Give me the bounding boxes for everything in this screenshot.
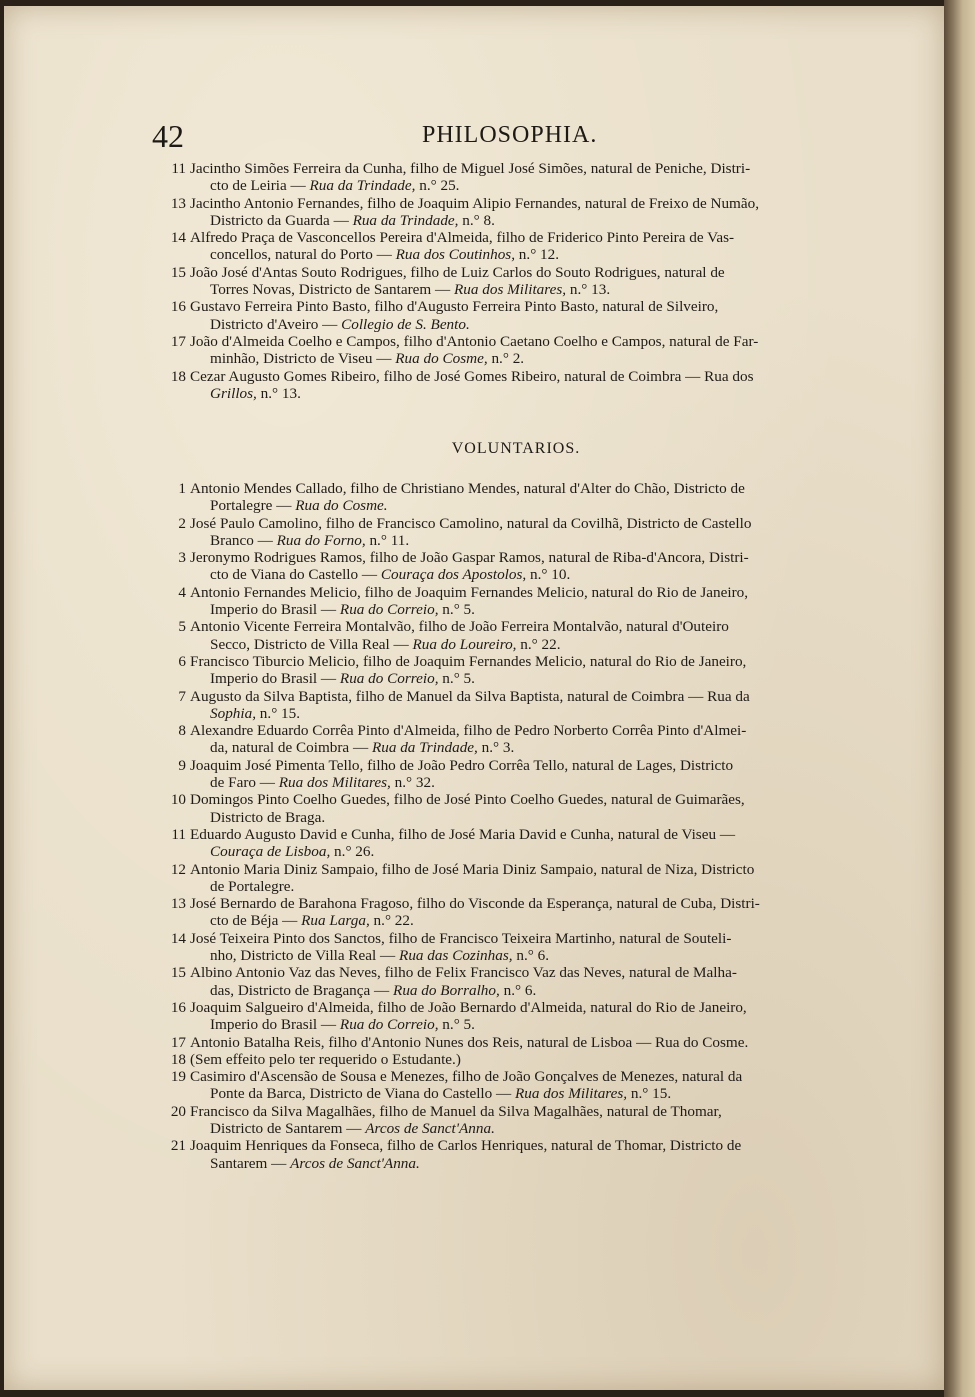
entry-address: Rua do Borralho,: [393, 981, 500, 999]
entry-line-1: João José d'Antas Souto Rodrigues, filho de Luiz Carlos do Souto Rodrigues, natural de: [190, 263, 725, 281]
entry-line-2: [190, 281, 872, 298]
list-entry: [160, 722, 872, 757]
entry-house-number: n.° 13.: [566, 281, 611, 299]
entry-address: Rua Larga,: [301, 912, 370, 930]
entry-line-2: [190, 177, 872, 194]
entry-address: Rua do Cosme.: [295, 497, 388, 515]
entry-address: Rua do Cosme,: [395, 350, 488, 368]
entry-address: Grillos,: [210, 384, 257, 402]
entry-number: 18: [170, 1050, 186, 1068]
entry-number: 10: [170, 791, 186, 809]
list-entry: [160, 298, 872, 333]
page-number: 42: [152, 118, 184, 154]
entry-number: 9: [178, 756, 186, 774]
entry-number: 3: [178, 549, 186, 567]
entry-line-2: [190, 739, 872, 756]
entry-line-2: [190, 566, 872, 583]
entry-house-number: n.° 11.: [365, 531, 410, 549]
entry-house-number: n.° 12.: [515, 246, 560, 264]
entry-address: Rua dos Coutinhos,: [395, 246, 515, 264]
entry-line-1: Alexandre Eduardo Corrêa Pinto d'Almeida, filho de Pedro Norberto Corrêa Pinto d'Almei-: [190, 722, 747, 740]
entry-line-2-text: Santarem —: [210, 1154, 291, 1172]
list-entry: [160, 480, 872, 515]
entry-line-2-text: Branco —: [210, 531, 277, 549]
entry-line-2-text: Imperio do Brasil —: [210, 601, 340, 619]
entry-house-number: n.° 32.: [390, 774, 435, 792]
entry-line-2-text: Districto d'Aveiro —: [210, 315, 342, 333]
list-entry: [160, 368, 872, 403]
entry-line-2: [190, 497, 872, 514]
entry-number: 21: [170, 1137, 186, 1155]
entry-line-2: [190, 1120, 872, 1137]
entry-line-2-text: cto de Viana do Castello —: [210, 566, 381, 584]
entry-line-2: [190, 385, 872, 402]
entry-address: Rua do Forno,: [276, 531, 366, 549]
entry-line-1: Jacintho Antonio Fernandes, filho de Joaquim Alipio Fernandes, natural de Freixo de Numão,: [190, 194, 760, 212]
entry-number: 16: [170, 298, 186, 316]
entry-line-2-text: Ponte da Barca, Districto de Viana do Castello —: [210, 1085, 516, 1103]
entry-house-number: n.° 22.: [516, 635, 561, 653]
entry-house-number: n.° 5.: [438, 601, 475, 619]
entry-line-1: José Bernardo de Barahona Fragoso, filho do Visconde da Esperança, natural de Cuba, Distri-: [190, 895, 760, 913]
entry-line-1: Alfredo Praça de Vasconcellos Pereira d'Almeida, filho de Friderico Pinto Pereira de Vas-: [190, 229, 735, 247]
list-entry: [160, 618, 872, 653]
entry-line-1: Joaquim Henriques da Fonseca, filho de Carlos Henriques, natural de Thomar, Districto de: [190, 1137, 742, 1155]
list-entry: [160, 688, 872, 723]
list-entry: [160, 999, 872, 1034]
entry-house-number: n.° 6.: [512, 947, 549, 965]
entry-line-1: José Paulo Camolino, filho de Francisco Camolino, natural da Covilhã, Districto de Castello: [190, 514, 752, 532]
entry-house-number: n.° 22.: [369, 912, 414, 930]
list-entry: [160, 964, 872, 999]
entry-line-2: [190, 878, 872, 895]
entry-number: 11: [171, 160, 186, 177]
list-entry: [160, 930, 872, 965]
entry-house-number: n.° 15.: [256, 704, 301, 722]
entry-number: 17: [170, 1033, 186, 1051]
entry-house-number: n.° 5.: [438, 1016, 475, 1034]
entry-number: 1: [178, 480, 186, 497]
entry-house-number: n.° 3.: [477, 739, 515, 757]
entry-number: 6: [178, 652, 186, 670]
entry-number: 18: [170, 367, 186, 385]
entry-number: 17: [170, 332, 186, 350]
entry-line-2-text: das, Districto de Bragança —: [210, 981, 394, 999]
list-entry: [160, 895, 872, 930]
entry-line-1: Antonio Batalha Reis, filho d'Antonio Nunes dos Reis, natural de Lisboa — Rua do Cosme.: [190, 1033, 749, 1051]
entry-line-1: Cezar Augusto Gomes Ribeiro, filho de José Gomes Ribeiro, natural de Coimbra — Rua dos: [190, 367, 754, 385]
entry-number: 15: [170, 263, 186, 281]
entry-list-continued: [160, 160, 872, 402]
list-entry: [160, 1103, 872, 1138]
entry-line-2: [190, 982, 872, 999]
entry-line-2: [190, 636, 872, 653]
list-entry: [160, 264, 872, 299]
entry-line-2-text: da, natural de Coimbra —: [210, 739, 372, 757]
entry-address: Sophia,: [210, 704, 256, 722]
entry-number: 2: [178, 514, 186, 532]
entry-house-number: n.° 8.: [458, 211, 495, 229]
entry-line-1: Gustavo Ferreira Pinto Basto, filho d'Augusto Ferreira Pinto Basto, natural de Silveiro,: [190, 298, 719, 316]
entry-line-2: [190, 947, 872, 964]
list-entry: [160, 791, 872, 826]
list-entry: [160, 549, 872, 584]
page-edge: [944, 0, 975, 1397]
entry-address: Couraça dos Apostolos,: [380, 566, 527, 584]
entry-line-2: [190, 774, 872, 791]
entry-number: 8: [178, 722, 186, 740]
entry-line-1: Antonio Mendes Callado, filho de Christiano Mendes, natural d'Alter do Chão, Districto de: [190, 480, 745, 497]
list-entry: [160, 1137, 872, 1172]
entry-line-1: Antonio Fernandes Melicio, filho de Joaquim Fernandes Melicio, natural do Rio de Janeiro,: [190, 583, 749, 601]
entry-line-2-text: de Faro —: [210, 774, 279, 792]
entry-number: 15: [170, 964, 186, 982]
entry-line-2: [190, 532, 872, 549]
entry-house-number: n.° 13.: [256, 384, 301, 402]
entry-line-1: Francisco da Silva Magalhães, filho de Manuel da Silva Magalhães, natural de Thomar,: [190, 1102, 722, 1120]
entry-line-1: Eduardo Augusto David e Cunha, filho de José Maria David e Cunha, natural de Viseu —: [190, 825, 736, 843]
entry-house-number: n.° 6.: [499, 981, 537, 999]
entry-address: Rua dos Militares,: [454, 281, 567, 299]
entry-address: Rua do Correio,: [339, 1016, 439, 1034]
entry-address: Rua do Correio,: [339, 601, 439, 619]
entry-line-2-text: Imperio do Brasil —: [210, 670, 340, 688]
entry-line-2-text: Secco, Districto de Villa Real —: [210, 635, 413, 653]
entry-line-2: [190, 1155, 872, 1172]
entry-number: 5: [178, 618, 186, 636]
entry-number: 11: [171, 825, 186, 843]
entry-line-2: [190, 316, 872, 333]
entry-address: Couraça de Lisboa,: [210, 843, 331, 861]
list-entry: [160, 757, 872, 792]
entry-line-1: (Sem effeito pelo ter requerido o Estudante.): [190, 1050, 461, 1068]
entry-line-2-text: Districto da Guarda —: [210, 211, 353, 229]
entry-line-1: Jacintho Simões Ferreira da Cunha, filho de Miguel José Simões, natural de Peniche, Distri-: [190, 160, 751, 177]
page-header: [152, 118, 872, 158]
entry-line-1: José Teixeira Pinto dos Sanctos, filho de Francisco Teixeira Martinho, natural de Souteli-: [190, 929, 732, 947]
list-entry: [160, 861, 872, 896]
list-entry: [160, 653, 872, 688]
entry-line-1: Antonio Maria Diniz Sampaio, filho de José Maria Diniz Sampaio, natural de Niza, Districto: [190, 860, 755, 878]
entry-address: Rua dos Militares,: [278, 774, 391, 792]
entry-line-1: Albino Antonio Vaz das Neves, filho de Felix Francisco Vaz das Neves, natural de Malha-: [190, 964, 737, 982]
entry-house-number: n.° 26.: [330, 843, 375, 861]
entry-number: 19: [170, 1068, 186, 1086]
entry-list-voluntarios: [160, 480, 872, 1172]
entry-address: Rua da Trindade,: [309, 177, 416, 195]
entry-line-2: [190, 212, 872, 229]
entry-line-2-text: cto de Béja —: [210, 912, 302, 930]
entry-address: Rua da Trindade,: [371, 739, 478, 757]
entry-number: 20: [170, 1102, 186, 1120]
entry-line-1: Joaquim José Pimenta Tello, filho de João Pedro Corrêa Tello, natural de Lages, Districto: [190, 756, 734, 774]
entry-line-2: [190, 601, 872, 618]
entry-line-2-text: Districto de Santarem —: [210, 1119, 366, 1137]
entry-line-2-text: nho, Districto de Villa Real —: [210, 947, 400, 965]
entry-line-1: João d'Almeida Coelho e Campos, filho d'Antonio Caetano Coelho e Campos, natural de Far-: [190, 332, 759, 350]
entry-address: Arcos de Sanct'Anna.: [290, 1154, 420, 1172]
entry-address: Arcos de Sanct'Anna.: [365, 1119, 495, 1137]
entry-address: Rua da Trindade,: [352, 211, 459, 229]
list-entry: [160, 1034, 872, 1051]
section-heading-voluntarios: VOLUNTARIOS.: [451, 440, 581, 457]
entry-line-1: Casimiro d'Ascensão de Sousa e Menezes, filho de João Gonçalves de Menezes, natural da: [190, 1068, 743, 1086]
entry-line-2-text: Portalegre —: [210, 497, 296, 515]
entry-line-2-text: concellos, natural do Porto —: [210, 246, 396, 264]
entry-line-2-text: cto de Leiria —: [210, 177, 310, 195]
entry-line-1: Joaquim Salgueiro d'Almeida, filho de João Bernardo d'Almeida, natural do Rio de Janeiro,: [190, 998, 747, 1016]
entry-line-2: [190, 912, 872, 929]
entry-house-number: n.° 5.: [438, 670, 475, 688]
entry-address: Rua do Correio,: [339, 670, 439, 688]
entry-number: 13: [170, 194, 186, 212]
entry-number: 16: [170, 998, 186, 1016]
entry-number: 14: [170, 929, 186, 947]
list-entry: [160, 515, 872, 550]
entry-line-1: Augusto da Silva Baptista, filho de Manuel da Silva Baptista, natural de Coimbra — Rua da: [190, 687, 750, 705]
list-entry: [160, 160, 872, 195]
entry-line-2: [190, 1085, 872, 1102]
list-entry: [160, 1068, 872, 1103]
entry-line-2: [190, 843, 872, 860]
entry-house-number: n.° 2.: [487, 350, 525, 368]
entry-number: 12: [170, 860, 186, 878]
entry-address: Rua dos Militares,: [515, 1085, 628, 1103]
entry-address: Rua do Loureiro,: [412, 635, 517, 653]
entry-house-number: n.° 25.: [415, 177, 460, 195]
entry-line-2-text: Torres Novas, Districto de Santarem —: [210, 281, 454, 299]
entry-line-2-text: minhão, Districto de Viseu —: [210, 350, 396, 368]
entry-number: 14: [170, 229, 186, 247]
entry-line-2-text: Imperio do Brasil —: [210, 1016, 340, 1034]
entry-house-number: n.° 15.: [627, 1085, 672, 1103]
entry-line-2-text: Districto de Braga.: [210, 808, 326, 826]
entry-line-2: [190, 246, 872, 263]
entry-line-1: Jeronymo Rodrigues Ramos, filho de João Gaspar Ramos, natural de Riba-d'Ancora, Distri-: [190, 549, 749, 567]
entry-address: Collegio de S. Bento.: [341, 315, 470, 333]
list-entry: [160, 195, 872, 230]
entry-line-2: [190, 705, 872, 722]
running-title: PHILOSOPHIA.: [422, 122, 598, 148]
entry-line-1: Domingos Pinto Coelho Guedes, filho de José Pinto Coelho Guedes, natural de Guimarães,: [190, 791, 745, 809]
entry-number: 13: [170, 895, 186, 913]
list-entry: [160, 584, 872, 619]
entry-line-1: Antonio Vicente Ferreira Montalvão, filho de João Ferreira Montalvão, natural d'Outeiro: [190, 618, 729, 636]
list-entry: [160, 229, 872, 264]
list-entry: [160, 1051, 872, 1068]
entry-address: Rua das Cozinhas,: [399, 947, 513, 965]
entry-number: 7: [178, 687, 186, 705]
entry-line-2-text: de Portalegre.: [210, 877, 295, 895]
entry-line-1: Francisco Tiburcio Melicio, filho de Joaquim Fernandes Melicio, natural do Rio de Janeiro,: [190, 652, 747, 670]
entry-number: 4: [178, 583, 186, 601]
entry-line-2: [190, 809, 872, 826]
entry-line-2: [190, 670, 872, 687]
list-entry: [160, 333, 872, 368]
entry-line-2: [190, 350, 872, 367]
entry-house-number: n.° 10.: [526, 566, 571, 584]
list-entry: [160, 826, 872, 861]
entry-line-2: [190, 1016, 872, 1033]
